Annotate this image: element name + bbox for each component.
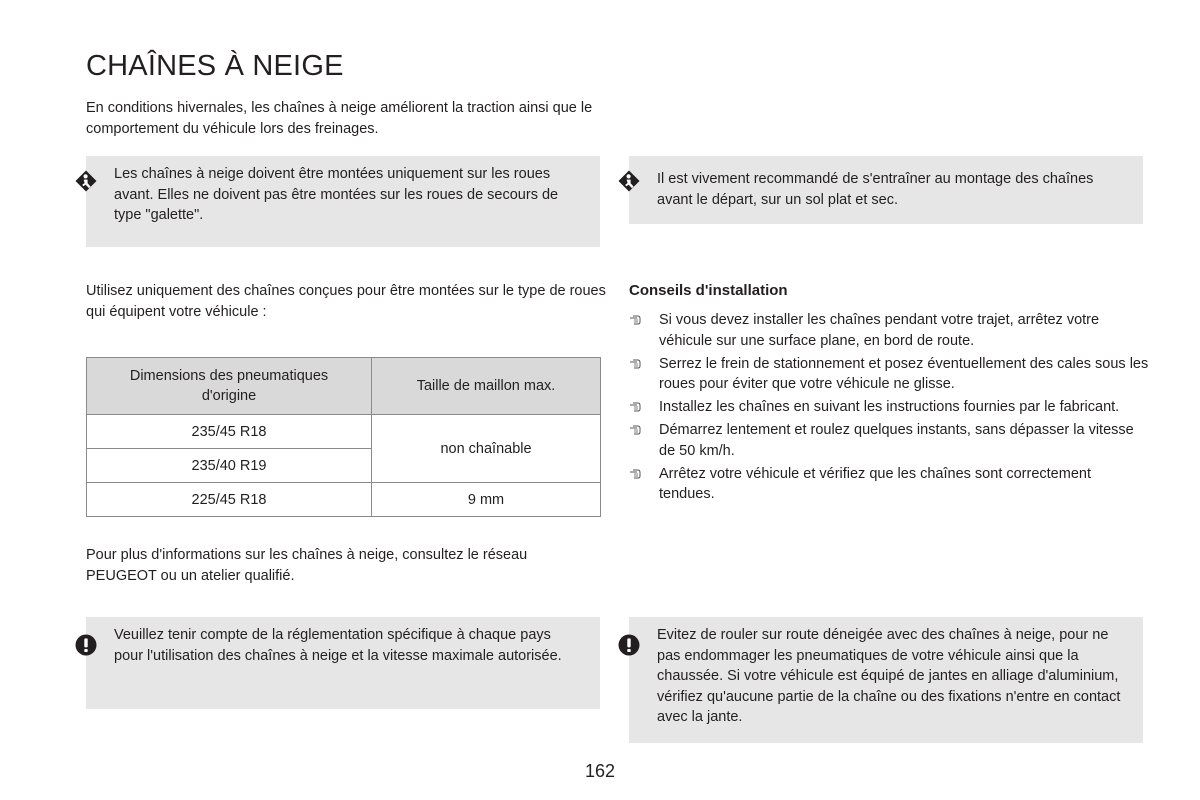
warning-note-regulation [86,617,600,709]
pointing-hand-icon [629,357,643,371]
tip-text: Installez les chaînes en suivant les instructions fournies par le fabricant. [659,399,1120,415]
page-title: CHAÎNES À NEIGE [86,50,344,82]
pointing-hand-icon [629,313,643,327]
table-row [87,483,601,517]
installation-heading: Conseils d'installation [629,282,788,299]
table-row [87,415,601,449]
info-icon [618,170,640,192]
info-note-practice [629,156,1143,224]
table-cell-size: 225/45 R18 [87,483,372,517]
list-item [629,310,1149,351]
warning-note-text: Veuillez tenir compte de la réglementation spécifique à chaque pays pour l'utilisation des chaînes à neige et la vitesse maximale autorisée. [114,627,562,664]
table-cell-size: 235/45 R18 [87,415,372,449]
intro-paragraph: En conditions hivernales, les chaînes à neige améliorent la traction ainsi que le comportement du véhicule lors des freinages. [86,100,593,137]
info-note-front-wheels [86,156,600,247]
tip-text: Serrez le frein de stationnement et posez éventuellement des cales sous les roues pour éviter que votre véhicule ne glisse. [659,355,1149,392]
pointing-hand-icon [629,400,643,414]
pointing-hand-icon [629,467,643,481]
page-number: 162 [584,761,616,781]
warning-note-snow-free-road [629,617,1143,743]
info-note-text: Les chaînes à neige doivent être montées uniquement sur les roues avant. Elles ne doivent pas être montées sur les roues de secours de type "galette". [114,166,559,223]
list-item [629,354,1149,395]
info-icon [75,170,97,192]
installation-tips-list [629,310,1149,507]
tip-text: Si vous devez installer les chaînes pendant votre trajet, arrêtez votre véhicule sur une surface plane, en bord de route. [659,312,1100,349]
list-item [629,397,1149,418]
chains-usage-paragraph: Utilisez uniquement des chaînes conçues pour être montées sur le type de roues qui équipent votre véhicule : [86,283,606,320]
list-item [629,420,1149,461]
warning-icon [618,634,640,656]
tip-text: Démarrez lentement et roulez quelques instants, sans dépasser la vitesse de 50 km/h. [659,422,1134,459]
table-cell-merged-link: non chaînable [372,415,601,483]
table-cell-size: 235/40 R19 [87,449,372,483]
list-item [629,464,1149,505]
warning-note-text: Evitez de rouler sur route déneigée avec des chaînes à neige, pour ne pas endommager les pneumatiques de votre véhicule ainsi que la chaussée. Si votre véhicule est équipé de jantes en alliage d'aluminium, vérifiez qu'aucune partie de la chaîne ou des fixations n'entre en contact avec la jante. [657,627,1121,725]
tyre-chain-table [86,357,601,517]
more-info-paragraph: Pour plus d'informations sur les chaînes à neige, consultez le réseau PEUGEOT ou un atelier qualifié. [86,547,528,584]
table-header-dimensions: Dimensions des pneumatiques d'origine [87,358,372,415]
warning-icon [75,634,97,656]
table-cell-link: 9 mm [372,483,601,517]
tip-text: Arrêtez votre véhicule et vérifiez que les chaînes sont correctement tendues. [659,465,1091,502]
table-header-link-size: Taille de maillon max. [372,358,601,415]
pointing-hand-icon [629,423,643,437]
info-note-text: Il est vivement recommandé de s'entraîner au montage des chaînes avant le départ, sur un sol plat et sec. [657,171,1094,208]
